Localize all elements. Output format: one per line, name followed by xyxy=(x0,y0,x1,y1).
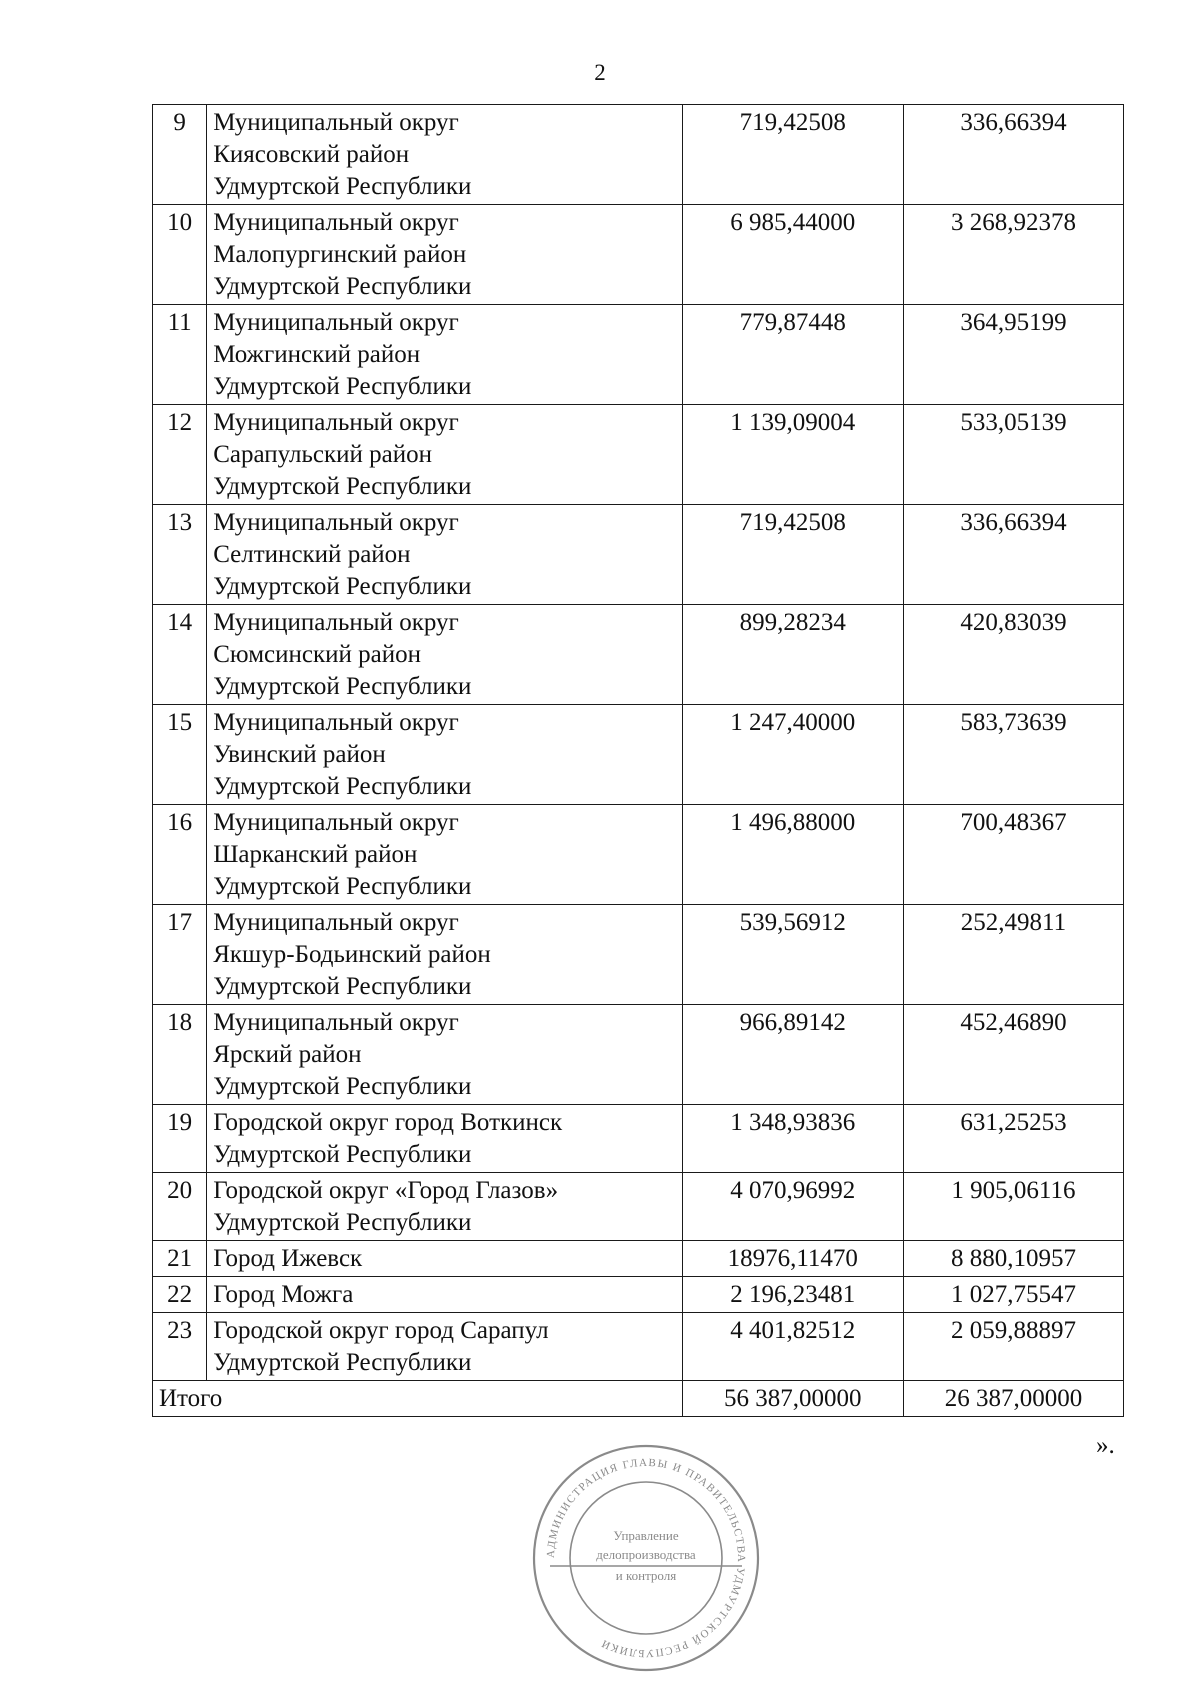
municipality-name-line: Муниципальный округ xyxy=(213,209,459,236)
municipality-name xyxy=(207,605,682,705)
value-column-2: 533,05139 xyxy=(903,405,1123,505)
seal-center-line-3: и контроля xyxy=(615,1568,677,1583)
municipality-name-line: Муниципальный округ xyxy=(213,309,459,336)
closing-quote-mark: ». xyxy=(1096,1432,1115,1459)
value-column-2: 1 905,06116 xyxy=(903,1173,1123,1241)
row-number: 22 xyxy=(153,1277,207,1313)
seal-center-line-2: делопроизводства xyxy=(596,1547,696,1562)
value-column-1: 1 348,93836 xyxy=(682,1105,903,1173)
municipality-name xyxy=(207,805,682,905)
municipality-name-line: Удмуртской Республики xyxy=(213,1141,472,1168)
table-row xyxy=(153,1105,1124,1173)
municipality-name-line: Малопургинский район xyxy=(213,241,467,268)
row-number: 18 xyxy=(153,1005,207,1105)
table-row xyxy=(153,805,1124,905)
total-row xyxy=(153,1381,1124,1417)
municipality-name-line: Якшур-Бодьинский район xyxy=(213,941,491,968)
table-row xyxy=(153,1277,1124,1313)
municipality-name-line: Киясовский район xyxy=(213,141,410,168)
municipality-name-line: Город Можга xyxy=(213,1281,354,1308)
municipality-name-line: Удмуртской Республики xyxy=(213,1073,472,1100)
municipality-name-line: Городской округ город Воткинск xyxy=(213,1109,563,1136)
total-label: Итого xyxy=(153,1381,683,1417)
municipality-name-line: Муниципальный округ xyxy=(213,509,459,536)
municipality-name-line: Удмуртской Республики xyxy=(213,173,472,200)
value-column-2: 3 268,92378 xyxy=(903,205,1123,305)
table-row xyxy=(153,1241,1124,1277)
municipality-name-line: Муниципальный округ xyxy=(213,1009,459,1036)
value-column-2: 583,73639 xyxy=(903,705,1123,805)
value-column-2: 336,66394 xyxy=(903,505,1123,605)
municipality-name-line: Сарапульский район xyxy=(213,441,433,468)
municipality-name-line: Удмуртской Республики xyxy=(213,573,472,600)
row-number: 19 xyxy=(153,1105,207,1173)
value-column-1: 719,42508 xyxy=(682,105,903,205)
municipality-name-line: Муниципальный округ xyxy=(213,709,459,736)
municipality-name-line: Можгинский район xyxy=(213,341,421,368)
row-number: 12 xyxy=(153,405,207,505)
table-row xyxy=(153,105,1124,205)
value-column-2: 631,25253 xyxy=(903,1105,1123,1173)
page-number: 2 xyxy=(594,60,606,85)
row-number: 10 xyxy=(153,205,207,305)
table-row xyxy=(153,405,1124,505)
row-number: 14 xyxy=(153,605,207,705)
municipality-name xyxy=(207,205,682,305)
value-column-1: 1 139,09004 xyxy=(682,405,903,505)
table-row xyxy=(153,1005,1124,1105)
row-number: 15 xyxy=(153,705,207,805)
municipality-name-line: Удмуртской Республики xyxy=(213,373,472,400)
municipality-name-line: Шарканский район xyxy=(213,841,418,868)
municipality-name-line: Удмуртской Республики xyxy=(213,1209,472,1236)
municipality-name-line: Удмуртской Республики xyxy=(213,973,472,1000)
row-number: 16 xyxy=(153,805,207,905)
table-row xyxy=(153,605,1124,705)
row-number: 11 xyxy=(153,305,207,405)
table-body xyxy=(153,105,1124,1417)
seal-ring-text: АДМИНИСТРАЦИЯ ГЛАВЫ И ПРАВИТЕЛЬСТВА УДМУРТСКОЙ РЕСПУБЛИКИ xyxy=(544,1456,748,1660)
municipality-name xyxy=(207,1313,682,1381)
table-row xyxy=(153,1173,1124,1241)
allocation-table xyxy=(152,104,1124,1417)
municipality-name xyxy=(207,1005,682,1105)
table-row xyxy=(153,905,1124,1005)
total-value-2: 26 387,00000 xyxy=(903,1381,1123,1417)
municipality-name xyxy=(207,305,682,405)
municipality-name xyxy=(207,905,682,1005)
row-number: 13 xyxy=(153,505,207,605)
municipality-name-line: Удмуртской Республики xyxy=(213,873,472,900)
value-column-1: 2 196,23481 xyxy=(682,1277,903,1313)
municipality-name-line: Сюмсинский район xyxy=(213,641,422,668)
value-column-2: 420,83039 xyxy=(903,605,1123,705)
municipality-name-line: Муниципальный округ xyxy=(213,609,459,636)
value-column-2: 2 059,88897 xyxy=(903,1313,1123,1381)
municipality-name-line: Удмуртской Республики xyxy=(213,273,472,300)
municipality-name-line: Удмуртской Республики xyxy=(213,673,472,700)
municipality-name-line: Муниципальный округ xyxy=(213,109,459,136)
value-column-1: 899,28234 xyxy=(682,605,903,705)
table-row xyxy=(153,705,1124,805)
table-row xyxy=(153,1313,1124,1381)
value-column-1: 779,87448 xyxy=(682,305,903,405)
municipality-name-line: Удмуртской Республики xyxy=(213,1349,472,1376)
municipality-name xyxy=(207,105,682,205)
total-value-1: 56 387,00000 xyxy=(682,1381,903,1417)
value-column-1: 4 070,96992 xyxy=(682,1173,903,1241)
value-column-2: 452,46890 xyxy=(903,1005,1123,1105)
seal-center-line-1: Управление xyxy=(613,1528,679,1543)
row-number: 17 xyxy=(153,905,207,1005)
municipality-name xyxy=(207,705,682,805)
municipality-name-line: Удмуртской Республики xyxy=(213,773,472,800)
municipality-name-line: Муниципальный округ xyxy=(213,409,459,436)
municipality-name-line: Муниципальный округ xyxy=(213,909,459,936)
row-number: 9 xyxy=(153,105,207,205)
municipality-name-line: Город Ижевск xyxy=(213,1245,363,1272)
value-column-1: 6 985,44000 xyxy=(682,205,903,305)
municipality-name-line: Селтинский район xyxy=(213,541,411,568)
municipality-name xyxy=(207,1105,682,1173)
municipality-name-line: Ярский район xyxy=(213,1041,362,1068)
table-row xyxy=(153,305,1124,405)
value-column-1: 1 247,40000 xyxy=(682,705,903,805)
value-column-2: 364,95199 xyxy=(903,305,1123,405)
municipality-name xyxy=(207,1277,682,1313)
municipality-name-line: Городской округ «Город Глазов» xyxy=(213,1177,559,1204)
row-number: 21 xyxy=(153,1241,207,1277)
value-column-1: 719,42508 xyxy=(682,505,903,605)
value-column-2: 8 880,10957 xyxy=(903,1241,1123,1277)
municipality-name-line: Увинский район xyxy=(213,741,386,768)
value-column-1: 539,56912 xyxy=(682,905,903,1005)
table-row xyxy=(153,205,1124,305)
value-column-2: 1 027,75547 xyxy=(903,1277,1123,1313)
value-column-1: 18976,11470 xyxy=(682,1241,903,1277)
value-column-2: 252,49811 xyxy=(903,905,1123,1005)
municipality-name-line: Городской округ город Сарапул xyxy=(213,1317,549,1344)
municipality-name xyxy=(207,1241,682,1277)
row-number: 20 xyxy=(153,1173,207,1241)
municipality-name xyxy=(207,405,682,505)
municipality-name-line: Удмуртской Республики xyxy=(213,473,472,500)
municipality-name xyxy=(207,505,682,605)
table-row xyxy=(153,505,1124,605)
value-column-1: 1 496,88000 xyxy=(682,805,903,905)
value-column-1: 4 401,82512 xyxy=(682,1313,903,1381)
municipality-name-line: Муниципальный округ xyxy=(213,809,459,836)
value-column-1: 966,89142 xyxy=(682,1005,903,1105)
value-column-2: 336,66394 xyxy=(903,105,1123,205)
value-column-2: 700,48367 xyxy=(903,805,1123,905)
row-number: 23 xyxy=(153,1313,207,1381)
municipality-name xyxy=(207,1173,682,1241)
official-seal-stamp xyxy=(530,1442,762,1674)
